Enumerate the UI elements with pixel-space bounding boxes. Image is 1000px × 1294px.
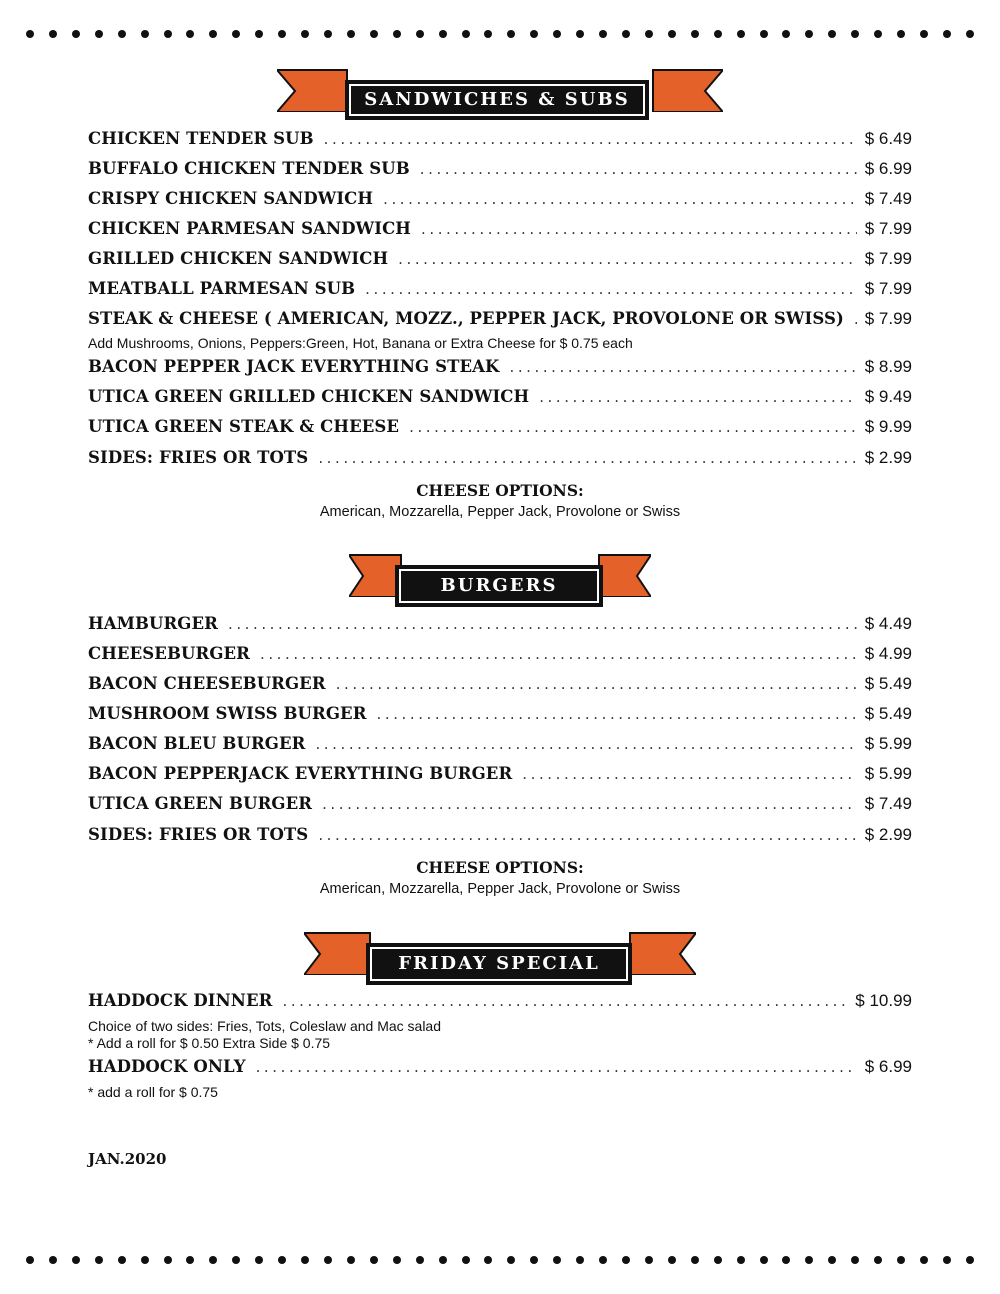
menu-item-row (88, 448, 912, 472)
menu-item-row (88, 991, 912, 1015)
menu-item-name: HADDOCK ONLY (88, 1057, 246, 1076)
border-dot (622, 1256, 630, 1264)
border-dot (782, 1256, 790, 1264)
haddock-dinner-note-sides: Choice of two sides: Fries, Tots, Coleslaw and Mac salad (88, 1018, 442, 1034)
border-dot (416, 30, 424, 38)
menu-item-price: $ 10.99 (855, 991, 912, 1010)
menu-item-name: MEATBALL PARMESAN SUB (88, 279, 356, 298)
burger-cheese-text: American, Mozzarella, Pepper Jack, Provolone or Swiss (319, 881, 681, 897)
border-dot (232, 1256, 240, 1264)
menu-item-price: $ 7.49 (864, 794, 912, 813)
dot-leader (318, 449, 856, 467)
sandwiches-banner (0, 68, 1000, 124)
dot-leader (336, 675, 857, 693)
border-dot (462, 30, 470, 38)
menu-item-price: $ 5.49 (864, 704, 912, 723)
burger-cheese-title: CHEESE OPTIONS: (416, 858, 584, 877)
border-dot (439, 30, 447, 38)
section-title-friday: FRIDAY SPECIAL (366, 943, 632, 985)
menu-item-row (88, 644, 912, 668)
border-dot (805, 30, 813, 38)
menu-item-name: BUFFALO CHICKEN TENDER SUB (88, 159, 410, 178)
menu-item-name: BACON CHEESEBURGER (88, 674, 326, 693)
steak-addon-note: Add Mushrooms, Onions, Peppers:Green, Hot, Banana or Extra Cheese for $ 0.75 each (88, 335, 633, 351)
menu-item-price: $ 9.99 (864, 417, 912, 436)
menu-item-price: $ 7.99 (864, 249, 912, 268)
menu-item-name: SIDES: FRIES OR TOTS (88, 448, 309, 467)
dot-leader (260, 645, 857, 663)
sandwich-cheese-title: CHEESE OPTIONS: (416, 481, 584, 500)
dot-leader (324, 130, 857, 148)
menu-item-row (88, 674, 912, 698)
border-dot (347, 1256, 355, 1264)
menu-item-price: $ 4.99 (864, 644, 912, 663)
border-dot (714, 30, 722, 38)
haddock-dinner-note-roll: * Add a roll for $ 0.50 Extra Side $ 0.75 (88, 1035, 331, 1051)
border-dot (26, 1256, 34, 1264)
border-dot (530, 30, 538, 38)
border-dot (118, 30, 126, 38)
border-dot (599, 30, 607, 38)
border-dot (26, 30, 34, 38)
menu-item-row (88, 159, 912, 183)
menu-item-price: $ 9.49 (864, 387, 912, 406)
top-dotted-border (26, 30, 974, 38)
menu-item-row (88, 219, 912, 243)
dot-leader (256, 1058, 857, 1076)
border-dot (301, 1256, 309, 1264)
border-dot (691, 30, 699, 38)
menu-item-name: HADDOCK DINNER (88, 991, 273, 1010)
menu-item-price: $ 5.99 (864, 734, 912, 753)
dot-leader (282, 992, 847, 1010)
border-dot (278, 30, 286, 38)
menu-item-name: BACON PEPPERJACK EVERYTHING BURGER (88, 764, 513, 783)
border-dot (760, 1256, 768, 1264)
border-dot (943, 1256, 951, 1264)
border-dot (920, 1256, 928, 1264)
border-dot (507, 1256, 515, 1264)
menu-item-row (88, 309, 912, 333)
border-dot (668, 30, 676, 38)
border-dot (714, 1256, 722, 1264)
border-dot (530, 1256, 538, 1264)
border-dot (324, 30, 332, 38)
menu-item-name: HAMBURGER (88, 614, 218, 633)
menu-item-row (88, 1057, 912, 1081)
menu-item-name: UTICA GREEN STEAK & CHEESE (88, 417, 400, 436)
border-dot (943, 30, 951, 38)
border-dot (141, 1256, 149, 1264)
border-dot (828, 30, 836, 38)
border-dot (805, 1256, 813, 1264)
dot-leader (398, 250, 857, 268)
border-dot (851, 30, 859, 38)
burgers-banner (0, 553, 1000, 611)
menu-item-name: CHICKEN TENDER SUB (88, 129, 314, 148)
menu-item-price: $ 5.49 (864, 674, 912, 693)
menu-item-name: CHEESEBURGER (88, 644, 250, 663)
menu-item-price: $ 4.49 (864, 614, 912, 633)
border-dot (599, 1256, 607, 1264)
border-dot (301, 30, 309, 38)
menu-item-row (88, 417, 912, 441)
border-dot (393, 30, 401, 38)
menu-item-price: $ 2.99 (864, 448, 912, 467)
menu-item-price: $ 6.99 (864, 159, 912, 178)
border-dot (897, 30, 905, 38)
border-dot (897, 1256, 905, 1264)
menu-item-name: SIDES: FRIES OR TOTS (88, 825, 309, 844)
section-title-sandwiches: SANDWICHES & SUBS (345, 80, 649, 120)
dot-leader (539, 388, 857, 406)
border-dot (49, 30, 57, 38)
border-dot (645, 30, 653, 38)
menu-item-name: GRILLED CHICKEN SANDWICH (88, 249, 389, 268)
bottom-dotted-border (26, 1256, 974, 1264)
dot-leader (421, 220, 857, 238)
menu-item-name: CRISPY CHICKEN SANDWICH (88, 189, 374, 208)
border-dot (576, 1256, 584, 1264)
border-dot (209, 30, 217, 38)
border-dot (278, 1256, 286, 1264)
border-dot (347, 30, 355, 38)
menu-item-name: MUSHROOM SWISS BURGER (88, 704, 367, 723)
border-dot (966, 30, 974, 38)
border-dot (874, 1256, 882, 1264)
border-dot (95, 30, 103, 38)
border-dot (484, 1256, 492, 1264)
menu-item-row (88, 129, 912, 153)
menu-item-name: BACON BLEU BURGER (88, 734, 306, 753)
menu-item-price: $ 6.99 (864, 1057, 912, 1076)
border-dot (851, 1256, 859, 1264)
border-dot (49, 1256, 57, 1264)
menu-item-row (88, 794, 912, 818)
menu-item-row (88, 189, 912, 213)
border-dot (118, 1256, 126, 1264)
sandwich-cheese-text: American, Mozzarella, Pepper Jack, Provolone or Swiss (319, 504, 681, 520)
menu-item-row (88, 249, 912, 273)
haddock-only-note: * add a roll for $ 0.75 (88, 1084, 218, 1100)
border-dot (828, 1256, 836, 1264)
border-dot (95, 1256, 103, 1264)
border-dot (668, 1256, 676, 1264)
menu-item-row (88, 825, 912, 849)
menu-item-price: $ 7.99 (864, 309, 912, 328)
border-dot (72, 30, 80, 38)
border-dot (622, 30, 630, 38)
dot-leader (854, 310, 857, 328)
border-dot (737, 1256, 745, 1264)
border-dot (760, 30, 768, 38)
dot-leader (315, 735, 856, 753)
menu-item-row (88, 614, 912, 638)
dot-leader (228, 615, 857, 633)
menu-item-price: $ 2.99 (864, 825, 912, 844)
menu-item-name: STEAK & CHEESE ( AMERICAN, MOZZ., PEPPER JACK, PROVOLONE OR SWISS) (88, 309, 844, 328)
border-dot (186, 30, 194, 38)
dot-leader (510, 358, 857, 376)
border-dot (164, 1256, 172, 1264)
border-dot (209, 1256, 217, 1264)
border-dot (484, 30, 492, 38)
border-dot (553, 1256, 561, 1264)
menu-item-price: $ 7.99 (864, 279, 912, 298)
border-dot (966, 1256, 974, 1264)
menu-item-row (88, 387, 912, 411)
border-dot (782, 30, 790, 38)
menu-item-name: UTICA GREEN GRILLED CHICKEN SANDWICH (88, 387, 530, 406)
menu-item-name: CHICKEN PARMESAN SANDWICH (88, 219, 412, 238)
menu-item-row (88, 279, 912, 303)
border-dot (370, 30, 378, 38)
border-dot (186, 1256, 194, 1264)
menu-item-row (88, 357, 912, 381)
dot-leader (420, 160, 857, 178)
menu-item-row (88, 734, 912, 758)
border-dot (691, 1256, 699, 1264)
menu-item-price: $ 7.99 (864, 219, 912, 238)
border-dot (72, 1256, 80, 1264)
border-dot (393, 1256, 401, 1264)
menu-item-name: BACON PEPPER JACK EVERYTHING STEAK (88, 357, 500, 376)
dot-leader (522, 765, 856, 783)
border-dot (255, 1256, 263, 1264)
border-dot (737, 30, 745, 38)
friday-banner (0, 931, 1000, 989)
menu-date: JAN.2020 (88, 1150, 167, 1168)
menu-item-price: $ 6.49 (864, 129, 912, 148)
border-dot (324, 1256, 332, 1264)
border-dot (370, 1256, 378, 1264)
border-dot (141, 30, 149, 38)
border-dot (553, 30, 561, 38)
border-dot (439, 1256, 447, 1264)
menu-item-row (88, 704, 912, 728)
menu-item-price: $ 8.99 (864, 357, 912, 376)
dot-leader (383, 190, 857, 208)
dot-leader (365, 280, 857, 298)
menu-item-name: UTICA GREEN BURGER (88, 794, 313, 813)
border-dot (507, 30, 515, 38)
border-dot (874, 30, 882, 38)
border-dot (462, 1256, 470, 1264)
dot-leader (409, 418, 857, 436)
section-title-burgers: BURGERS (395, 565, 603, 607)
dot-leader (377, 705, 857, 723)
dot-leader (322, 795, 857, 813)
border-dot (232, 30, 240, 38)
dot-leader (318, 826, 856, 844)
border-dot (164, 30, 172, 38)
menu-item-row (88, 764, 912, 788)
border-dot (645, 1256, 653, 1264)
border-dot (416, 1256, 424, 1264)
border-dot (920, 30, 928, 38)
menu-item-price: $ 7.49 (864, 189, 912, 208)
border-dot (255, 30, 263, 38)
menu-item-price: $ 5.99 (864, 764, 912, 783)
border-dot (576, 30, 584, 38)
